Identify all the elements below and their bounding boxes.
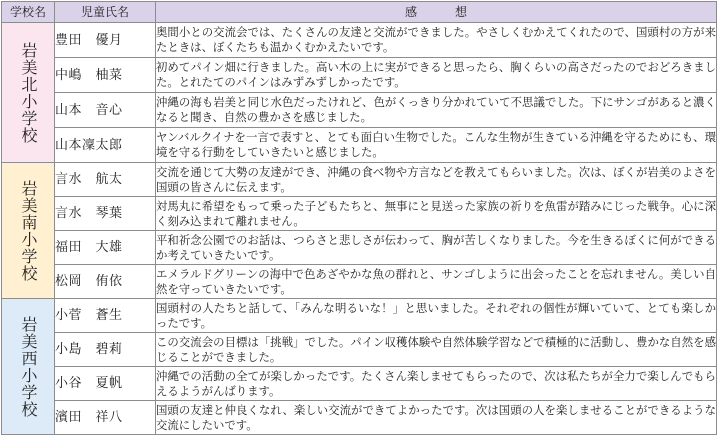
table-row (2, 58, 717, 93)
student-name: 豊田 優月 (55, 23, 156, 58)
student-comment: エメラルドグリーンの海中で色あざやかな魚の群れと、サンゴしように出会ったことを忘れません。美しい自然を守っていきたいです。 (156, 265, 717, 299)
student-comment: 交流を通じて大勢の友達ができ、沖縄の食べ物や方言などを教えてもらいました。次は、ぼくが岩美のよさを国頭の皆さんに伝えます。 (156, 163, 717, 197)
student-comment: 奥間小との交流会では、たくさんの友達と交流ができました。やさしくむかえてくれたので、国頭村の方が来たときは、ぼくたちも温かくむかえたいです。 (156, 23, 717, 58)
student-comment: 国頭の友達と仲良くなれ、楽しい交流ができてよかったです。次は国頭の人を楽しませることができるような交流にしたいです。 (156, 401, 717, 435)
table-header-row (2, 2, 717, 23)
student-name: 濱田 祥八 (55, 401, 156, 435)
table-row (2, 265, 717, 299)
table-row (2, 128, 717, 163)
student-comment: 国頭村の人たちと話して、「みんな明るいな！」と思いました。それぞれの個性が輝いていて、とても楽しかったです。 (156, 299, 717, 333)
student-name: 中嶋 柚菜 (55, 58, 156, 93)
school-name-nishi: 岩美西小学校 (2, 299, 55, 435)
student-name: 福田 大雄 (55, 231, 156, 265)
table-row (2, 163, 717, 197)
student-name: 小菅 蒼生 (55, 299, 156, 333)
impressions-table-container (1, 1, 717, 435)
header-impression: 感想 (156, 2, 717, 23)
student-comment: 沖縄での活動の全てが楽しかったです。たくさん楽しませてもらったので、次は私たちが全力で楽しんでもらえるようがんばります。 (156, 367, 717, 401)
student-name: 山本凜太郎 (55, 128, 156, 163)
school-name-minami: 岩美南小学校 (2, 163, 55, 299)
student-comment: 対馬丸に希望をもって乗った子どもたちと、無事にと見送った家族の祈りを魚雷が踏みにじった戦争。心に深く刻み込まれて離れません。 (156, 197, 717, 231)
student-name: 山本 音心 (55, 93, 156, 128)
table-row (2, 23, 717, 58)
table-row (2, 197, 717, 231)
student-name: 言水 航太 (55, 163, 156, 197)
header-student-name: 児童氏名 (55, 2, 156, 23)
school-name-kita: 岩美北小学校 (2, 23, 55, 163)
student-comment: 平和祈念公園でのお話は、つらさと悲しさが伝わって、胸が苦しくなりました。今を生きるぼくに何ができるか考えていきたいです。 (156, 231, 717, 265)
table-row (2, 401, 717, 435)
table-row (2, 231, 717, 265)
student-name: 小島 碧莉 (55, 333, 156, 367)
student-comment: 沖縄の海も岩美と同じ水色だったけれど、色がくっきり分かれていて不思議でした。下にサンゴがあると濃くなると聞き、自然の豊かさを感じました。 (156, 93, 717, 128)
table-row (2, 299, 717, 333)
student-name: 小谷 夏帆 (55, 367, 156, 401)
table-row (2, 367, 717, 401)
table-row (2, 333, 717, 367)
student-name: 言水 琴葉 (55, 197, 156, 231)
header-school: 学校名 (2, 2, 55, 23)
student-comment: ヤンバルクイナを一言で表すと、とても面白い生物でした。こんな生物が生きている沖縄を守るためにも、環境を守る行動をしていきたいと感じました。 (156, 128, 717, 163)
student-comment: 初めてパイン畑に行きました。高い木の上に実ができると思ったら、胸くらいの高さだったのでおどろきました。とれたてのパインはみずみずしかったです。 (156, 58, 717, 93)
student-comment: この交流会の目標は「挑戦」でした。パイン収穫体験や自然体験学習などで積極的に活動し、豊かな自然を感じることができました。 (156, 333, 717, 367)
table-row (2, 93, 717, 128)
impressions-table (1, 1, 717, 435)
student-name: 松岡 侑依 (55, 265, 156, 299)
